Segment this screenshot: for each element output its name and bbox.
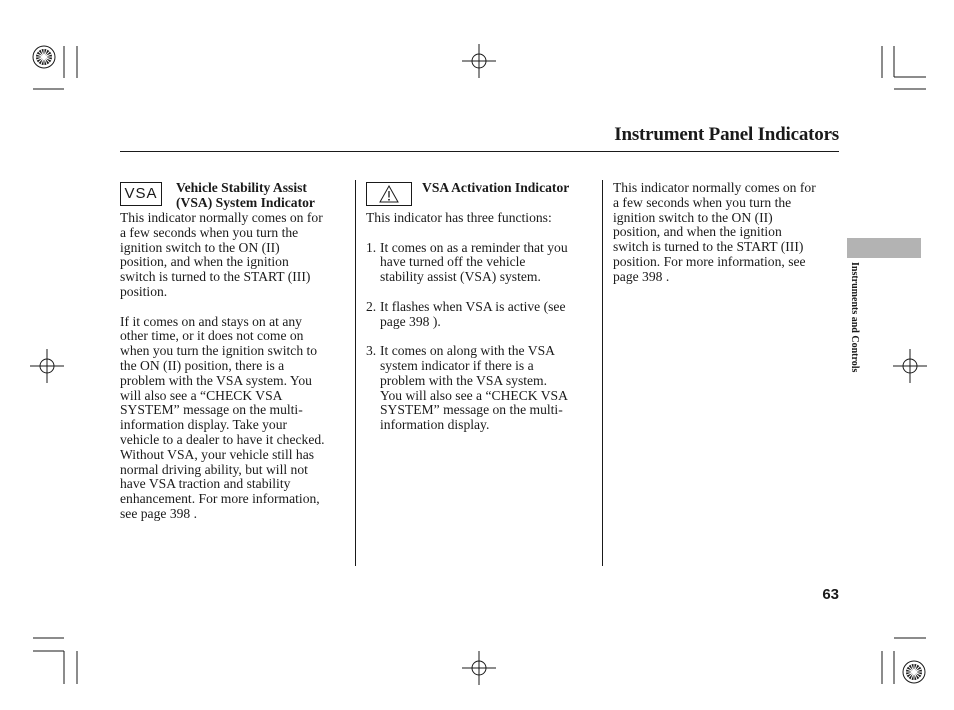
text-line: see page 398 . xyxy=(120,505,198,521)
text-line: Without VSA, your vehicle still has xyxy=(120,446,315,462)
vsa-activation-indicator-icon xyxy=(366,182,412,206)
intro-line: This indicator has three functions: xyxy=(366,210,552,225)
column-1-text xyxy=(120,211,352,522)
text-line: This indicator normally comes on for xyxy=(613,180,816,195)
vsa-activation-heading: VSA Activation Indicator xyxy=(422,180,570,195)
header-rule xyxy=(120,151,839,152)
section-label: Instruments and Controls xyxy=(849,262,860,373)
registration-mark-right xyxy=(893,349,927,383)
page-title: Instrument Panel Indicators xyxy=(614,124,839,145)
paragraph xyxy=(120,315,352,522)
heading-line: (VSA) System Indicator xyxy=(176,194,315,210)
text-line: It comes on along with the VSA xyxy=(380,343,555,359)
function-list xyxy=(366,241,598,433)
column-divider xyxy=(355,180,356,566)
registration-mark-bottom xyxy=(462,651,496,685)
text-line: position, and when the ignition xyxy=(613,224,782,240)
text-line: when you turn the ignition switch to xyxy=(120,343,318,359)
text-line: position. For more information, see xyxy=(613,253,806,269)
vsa-system-heading xyxy=(176,181,352,211)
text-line: page 398 . xyxy=(613,268,670,284)
text-line: position, and when the ignition xyxy=(120,254,289,270)
text-line: SYSTEM” message on the multi- xyxy=(380,402,563,418)
text-line: stability assist (VSA) system. xyxy=(380,269,541,285)
list-number: 3. xyxy=(366,343,377,359)
text-line: have turned off the vehicle xyxy=(380,254,526,270)
list-number: 2. xyxy=(366,298,377,314)
text-line: vehicle to a dealer to have it checked. xyxy=(120,431,325,447)
text-line: system indicator if there is a xyxy=(380,357,534,373)
warning-triangle-icon xyxy=(367,183,411,205)
text-line: problem with the VSA system. You xyxy=(120,372,312,388)
text-line: problem with the VSA system. xyxy=(380,372,548,388)
text-line: information display. xyxy=(380,417,490,433)
registration-mark-left xyxy=(30,349,64,383)
list-number: 1. xyxy=(366,239,377,255)
text-line: the ON (II) position, there is a xyxy=(120,357,285,373)
text-line: will also see a “CHECK VSA xyxy=(120,387,283,403)
list-item xyxy=(366,344,598,433)
column-3-text xyxy=(613,181,843,285)
text-line: other time, or it does not come on xyxy=(120,328,304,344)
text-line: a few seconds when you turn the xyxy=(120,224,299,240)
text-line: position. xyxy=(120,283,168,299)
text-line: normal driving ability, but will not xyxy=(120,461,308,477)
list-item xyxy=(366,241,598,285)
page-number: 63 xyxy=(822,586,839,603)
paragraph xyxy=(613,181,843,285)
text-line: ignition switch to the ON (II) xyxy=(613,209,773,225)
list-item xyxy=(366,300,598,330)
text-line: If it comes on and stays on at any xyxy=(120,313,302,329)
text-line: have VSA traction and stability xyxy=(120,476,291,492)
heading-line: Vehicle Stability Assist xyxy=(176,180,307,195)
column-divider xyxy=(602,180,603,566)
text-line: switch is turned to the START (III) xyxy=(120,269,311,285)
registration-mark-top xyxy=(462,44,496,78)
text-line: It comes on as a reminder that you xyxy=(380,239,568,255)
vsa-indicator-icon: VSA xyxy=(120,182,162,206)
sunburst-mark-top-left xyxy=(33,46,55,68)
text-line: a few seconds when you turn the xyxy=(613,194,792,210)
text-line: ignition switch to the ON (II) xyxy=(120,239,280,255)
text-line: SYSTEM” message on the multi- xyxy=(120,402,303,418)
text-line: It flashes when VSA is active (see xyxy=(380,298,566,314)
text-line: page 398 ). xyxy=(380,313,441,329)
text-line: This indicator normally comes on for xyxy=(120,210,323,225)
text-line: information display. Take your xyxy=(120,417,288,433)
column-2-text xyxy=(366,211,598,433)
text-line: You will also see a “CHECK VSA xyxy=(380,387,568,403)
text-line: switch is turned to the START (III) xyxy=(613,239,804,255)
section-tab xyxy=(847,238,921,258)
paragraph xyxy=(120,211,352,300)
sunburst-mark-bottom-right xyxy=(903,661,925,683)
text-line: enhancement. For more information, xyxy=(120,491,320,507)
